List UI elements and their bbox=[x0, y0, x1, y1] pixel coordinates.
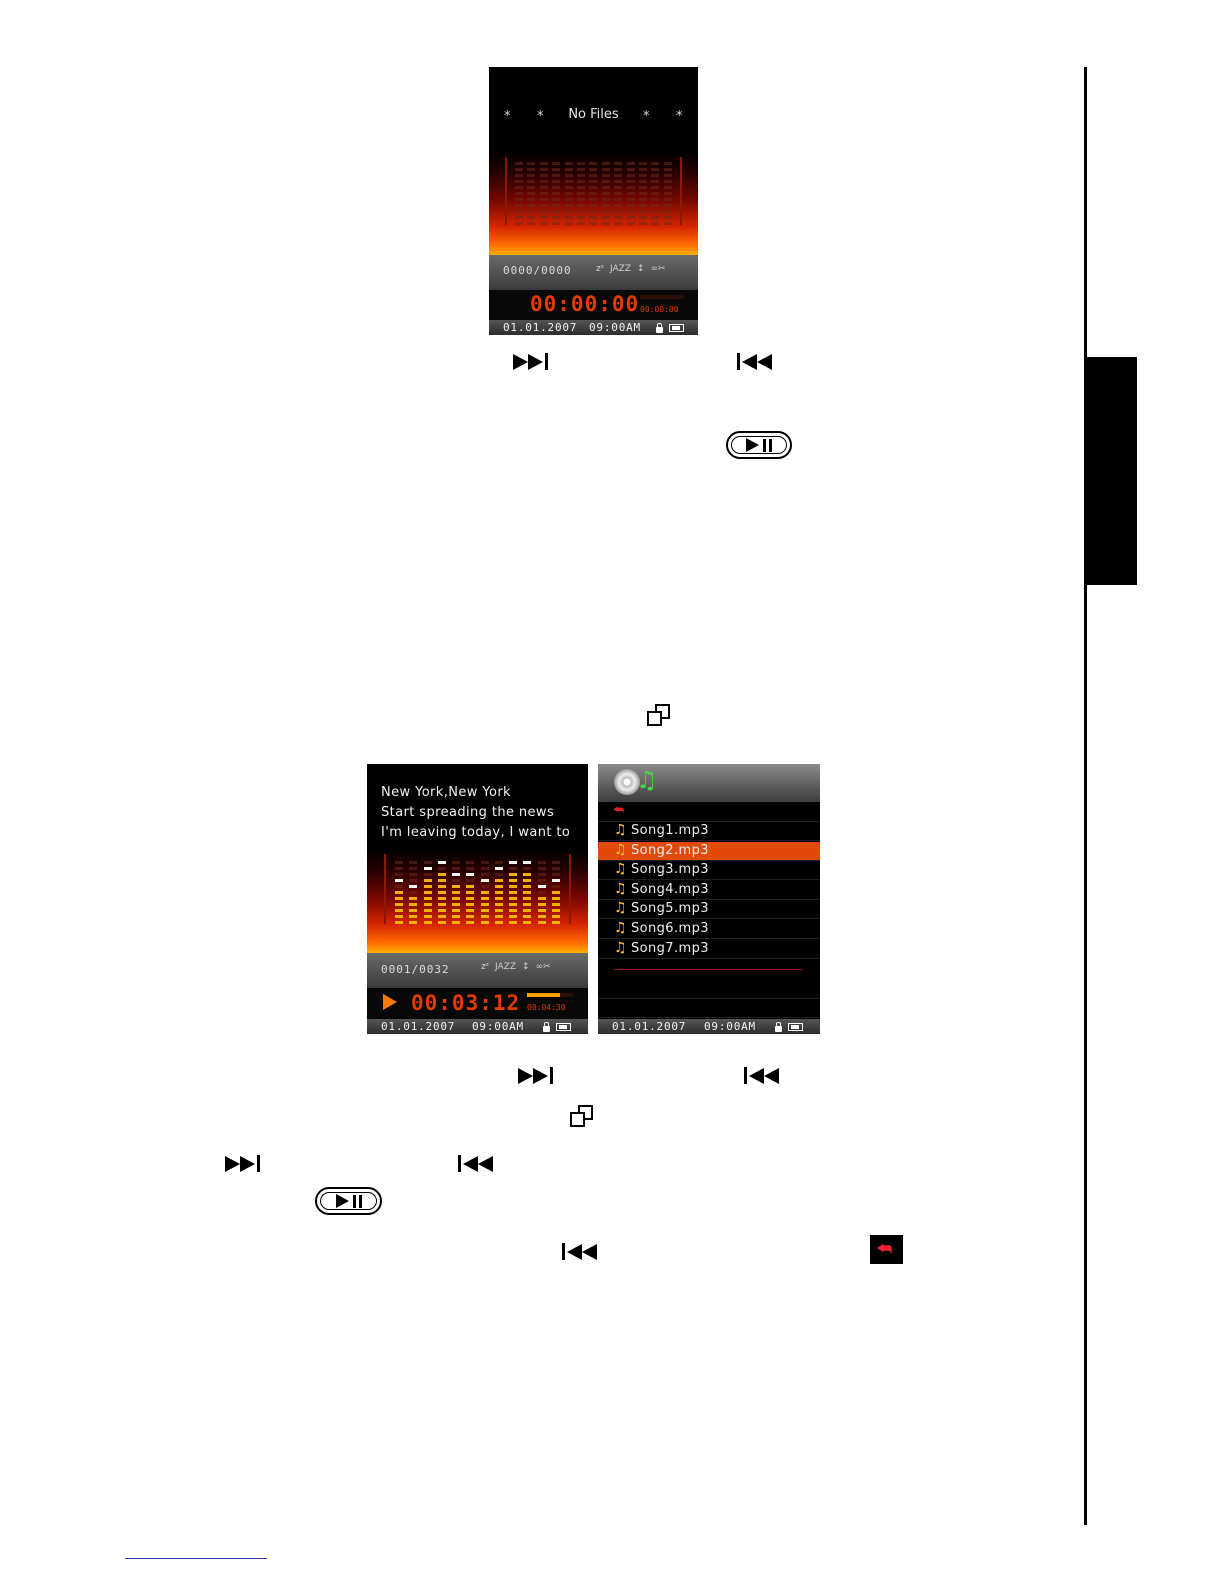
music-note-icon: ♫ bbox=[614, 880, 627, 897]
eq-rail-left bbox=[505, 157, 507, 225]
footer-link-underline bbox=[125, 1558, 267, 1559]
time-bar bbox=[367, 986, 588, 1019]
eq-column bbox=[602, 157, 610, 225]
status-bar bbox=[489, 320, 698, 335]
browser-header bbox=[598, 764, 820, 802]
next-track-icon bbox=[225, 1155, 260, 1172]
mode-icons bbox=[481, 962, 551, 972]
info-bar bbox=[489, 255, 698, 288]
eq-column bbox=[552, 854, 560, 924]
eq-column bbox=[523, 854, 531, 924]
sleep-icon: zᶻ bbox=[481, 962, 490, 972]
battery-icon bbox=[556, 1023, 571, 1031]
eq-column bbox=[438, 854, 446, 924]
repeat-icon: ↕ bbox=[522, 962, 530, 972]
music-note-icon: ♫ bbox=[614, 939, 627, 956]
eq-column bbox=[565, 157, 573, 225]
total-time: 00:00:00 bbox=[640, 305, 679, 314]
repeat-icon: ↕ bbox=[637, 264, 645, 274]
player-screen-no-files bbox=[489, 67, 698, 335]
progress-bar bbox=[640, 295, 684, 299]
eq-bars bbox=[395, 854, 560, 924]
equalizer-visualizer bbox=[367, 849, 588, 953]
battery-icon bbox=[669, 324, 684, 332]
lock-icon bbox=[775, 1026, 782, 1032]
ab-repeat-icon: ∞✂ bbox=[535, 962, 551, 972]
status-date: 01.01.2007 bbox=[503, 321, 578, 334]
back-row[interactable] bbox=[598, 803, 820, 822]
page-margin-rule bbox=[1084, 67, 1087, 1525]
lyric-line: Start spreading the news bbox=[381, 805, 555, 820]
file-name: Song3.mp3 bbox=[631, 862, 709, 878]
star-mark: * bbox=[643, 109, 650, 124]
star-mark: * bbox=[676, 109, 683, 124]
lyric-line: I'm leaving today, I want to bbox=[381, 825, 571, 840]
file-name: Song2.mp3 bbox=[631, 842, 709, 858]
file-name: Song1.mp3 bbox=[631, 823, 709, 838]
battery-icon bbox=[788, 1023, 803, 1031]
status-bar bbox=[367, 1019, 588, 1034]
track-title: No Files bbox=[568, 107, 619, 122]
eq-column bbox=[577, 157, 585, 225]
file-row[interactable] bbox=[598, 861, 820, 880]
eq-column bbox=[540, 157, 548, 225]
empty-row bbox=[598, 999, 820, 1018]
return-arrow-icon: ⮪ bbox=[613, 803, 625, 817]
file-row[interactable] bbox=[598, 920, 820, 939]
music-note-icon: ♫ bbox=[636, 766, 658, 794]
menu-icon bbox=[647, 704, 671, 728]
previous-track-icon bbox=[562, 1243, 597, 1260]
status-time: 09:00AM bbox=[704, 1020, 756, 1033]
file-row[interactable] bbox=[598, 940, 820, 959]
file-name: Song6.mp3 bbox=[631, 921, 709, 936]
track-counter: 0001/0032 bbox=[381, 963, 450, 976]
status-time: 09:00AM bbox=[589, 321, 641, 334]
eq-column bbox=[651, 157, 659, 225]
elapsed-time: 00:03:12 bbox=[411, 991, 521, 1015]
play-state-icon bbox=[383, 994, 397, 1010]
menu-icon bbox=[570, 1105, 594, 1129]
lyric-line: New York,New York bbox=[381, 785, 511, 800]
progress-bar bbox=[527, 993, 573, 997]
eq-rail-left bbox=[384, 854, 386, 924]
section-tab bbox=[1087, 357, 1137, 585]
status-date: 01.01.2007 bbox=[381, 1020, 456, 1033]
previous-track-icon bbox=[458, 1155, 493, 1172]
star-mark: * bbox=[537, 109, 544, 124]
eq-column bbox=[515, 157, 523, 225]
eq-column bbox=[538, 854, 546, 924]
next-track-icon bbox=[513, 353, 548, 370]
info-bar bbox=[367, 953, 588, 986]
play-pause-button-icon bbox=[726, 431, 792, 459]
total-time: 00:04:30 bbox=[527, 1003, 566, 1012]
eq-column bbox=[466, 854, 474, 924]
eq-rail-right bbox=[569, 854, 571, 924]
play-pause-button-icon bbox=[315, 1187, 382, 1215]
eq-column bbox=[395, 854, 403, 924]
eq-column bbox=[509, 854, 517, 924]
previous-track-icon bbox=[744, 1067, 779, 1084]
file-row[interactable] bbox=[598, 842, 820, 861]
file-browser-screen bbox=[598, 764, 820, 1034]
file-name: Song7.mp3 bbox=[631, 940, 709, 956]
elapsed-time: 00:00:00 bbox=[530, 292, 640, 316]
lock-icon bbox=[543, 1026, 550, 1032]
eq-column bbox=[481, 854, 489, 924]
mode-icons bbox=[596, 264, 666, 274]
eq-column bbox=[527, 157, 535, 225]
eq-jazz-icon: JAZZ bbox=[610, 264, 632, 274]
eq-column bbox=[627, 157, 635, 225]
eq-bars bbox=[515, 157, 672, 225]
next-track-icon bbox=[518, 1067, 553, 1084]
time-bar bbox=[489, 288, 698, 320]
file-row[interactable] bbox=[598, 900, 820, 919]
music-note-icon: ♫ bbox=[614, 861, 627, 878]
eq-column bbox=[614, 157, 622, 225]
player-screen-playing bbox=[367, 764, 588, 1034]
music-note-icon: ♫ bbox=[614, 900, 627, 917]
equalizer-visualizer bbox=[489, 152, 698, 255]
status-time: 09:00AM bbox=[472, 1020, 524, 1033]
eq-jazz-icon: JAZZ bbox=[495, 962, 517, 972]
eq-column bbox=[552, 157, 560, 225]
return-icon: ⮪ bbox=[870, 1235, 903, 1264]
eq-column bbox=[452, 854, 460, 924]
status-date: 01.01.2007 bbox=[612, 1020, 687, 1033]
file-row[interactable] bbox=[598, 881, 820, 900]
eq-column bbox=[424, 854, 432, 924]
music-note-icon: ♫ bbox=[614, 822, 627, 838]
file-name: Song4.mp3 bbox=[631, 881, 709, 897]
music-note-icon: ♫ bbox=[614, 841, 627, 858]
status-bar bbox=[598, 1019, 820, 1034]
lock-icon bbox=[656, 327, 663, 333]
previous-track-icon bbox=[737, 353, 772, 370]
star-mark: * bbox=[504, 109, 511, 124]
track-counter: 0000/0000 bbox=[503, 264, 572, 277]
file-name: Song5.mp3 bbox=[631, 901, 709, 917]
eq-column bbox=[495, 854, 503, 924]
list-divider bbox=[614, 969, 802, 970]
file-row[interactable] bbox=[598, 822, 820, 841]
music-note-icon: ♫ bbox=[614, 920, 627, 936]
eq-column bbox=[664, 157, 672, 225]
ab-repeat-icon: ∞✂ bbox=[650, 264, 666, 274]
eq-column bbox=[589, 157, 597, 225]
eq-rail-right bbox=[680, 157, 682, 225]
eq-column bbox=[409, 854, 417, 924]
sleep-icon: zᶻ bbox=[596, 264, 605, 274]
empty-row bbox=[598, 980, 820, 999]
eq-column bbox=[639, 157, 647, 225]
